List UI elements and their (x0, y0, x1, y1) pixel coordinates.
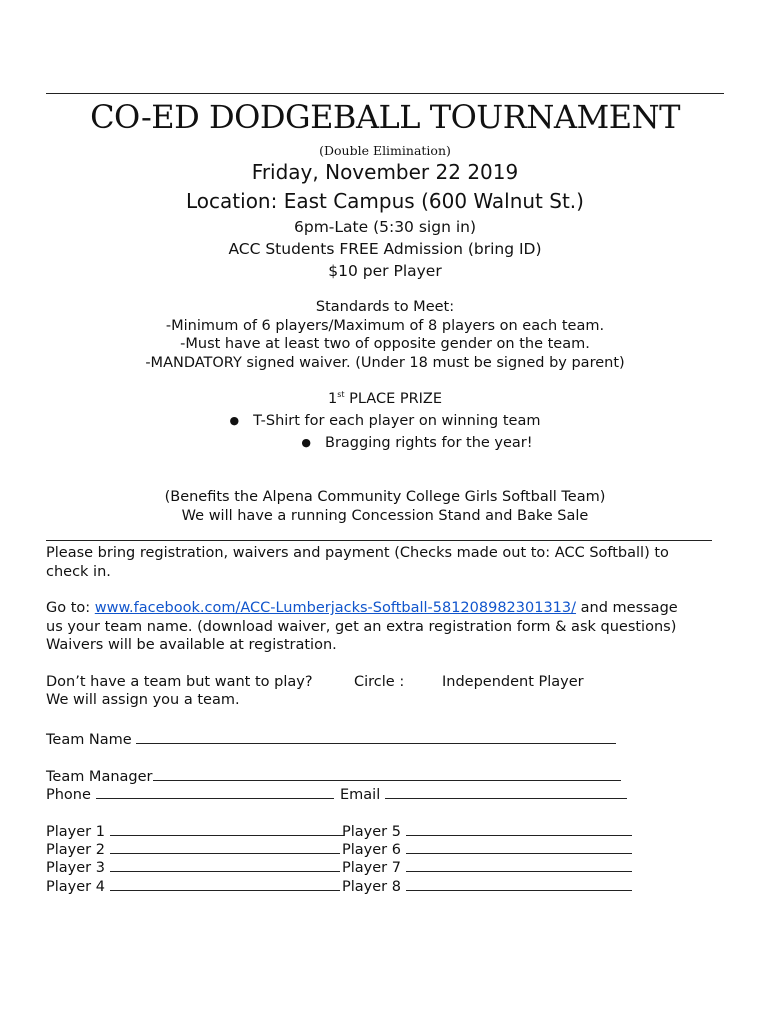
standard-item: -Must have at least two of opposite gender on the team. (180, 336, 590, 352)
concession-line: We will have a running Concession Stand and Bake Sale (181, 508, 589, 524)
player-3-field[interactable]: Player 3 (46, 857, 340, 876)
circle-label: Circle : (354, 674, 405, 690)
team-name-blank[interactable] (136, 729, 616, 744)
standard-item: -MANDATORY signed waiver. (Under 18 must be signed by parent) (145, 355, 625, 371)
bullet-icon (230, 413, 254, 429)
section-rule (46, 540, 712, 541)
team-manager-blank[interactable] (153, 766, 621, 781)
prize-heading: 1st PLACE PRIZE (327, 390, 443, 407)
player-3-blank[interactable] (110, 857, 340, 872)
benefits-line: (Benefits the Alpena Community College Girls Softball Team) (164, 489, 606, 505)
player-6-blank[interactable] (406, 839, 632, 854)
player-2-field[interactable]: Player 2 (46, 839, 340, 858)
player-4-blank[interactable] (110, 876, 340, 891)
price: $10 per Player (328, 262, 442, 280)
goto-line: Go to: www.facebook.com/ACC-Lumberjacks-Softball-581208982301313/ and message (46, 600, 678, 616)
standard-item: -Minimum of 6 players/Maximum of 8 players on each team. (165, 318, 605, 334)
player-5-field[interactable]: Player 5 (342, 821, 632, 840)
subtitle: (Double Elimination) (319, 143, 451, 158)
standards-heading: Standards to Meet: (315, 299, 455, 315)
player-5-blank[interactable] (406, 821, 632, 836)
independent-question: Don’t have a team but want to play? (46, 674, 313, 690)
player-7-blank[interactable] (406, 857, 632, 872)
student-admission: ACC Students FREE Admission (bring ID) (228, 240, 542, 258)
event-location: Location: East Campus (600 Walnut St.) (186, 189, 584, 213)
phone-blank[interactable] (96, 784, 334, 799)
player-4-field[interactable]: Player 4 (46, 876, 340, 895)
assign-note: We will assign you a team. (46, 692, 240, 708)
phone-field[interactable]: Phone (46, 784, 334, 803)
registration-line: check in. (46, 564, 111, 580)
facebook-link[interactable]: www.facebook.com/ACC-Lumberjacks-Softball-581208982301313/ (94, 600, 577, 616)
registration-line: Please bring registration, waivers and payment (Checks made out to: ACC Softball) to (46, 545, 669, 561)
registration-line: Waivers will be available at registration. (46, 637, 337, 653)
page-title: CO-ED DODGEBALL TOURNAMENT (90, 98, 680, 136)
team-manager-field[interactable]: Team Manager (46, 766, 621, 785)
player-2-blank[interactable] (110, 839, 340, 854)
email-blank[interactable] (385, 784, 627, 799)
player-1-blank[interactable] (110, 821, 344, 836)
bullet-icon (301, 435, 325, 451)
prize-item: ● Bragging rights for the year! (32, 435, 770, 451)
email-field[interactable]: Email (340, 784, 627, 803)
prize-item: ● T-Shirt for each player on winning team (0, 413, 770, 429)
player-8-field[interactable]: Player 8 (342, 876, 632, 895)
player-7-field[interactable]: Player 7 (342, 857, 632, 876)
team-name-field[interactable]: Team Name (46, 729, 616, 748)
top-rule (46, 93, 724, 94)
event-time: 6pm-Late (5:30 sign in) (294, 218, 476, 236)
registration-line: us your team name. (download waiver, get an extra registration form & ask questions) (46, 619, 677, 635)
player-8-blank[interactable] (406, 876, 632, 891)
independent-player-option[interactable]: Independent Player (442, 674, 584, 690)
player-1-field[interactable]: Player 1 (46, 821, 344, 840)
event-date: Friday, November 22 2019 (251, 160, 519, 184)
player-6-field[interactable]: Player 6 (342, 839, 632, 858)
